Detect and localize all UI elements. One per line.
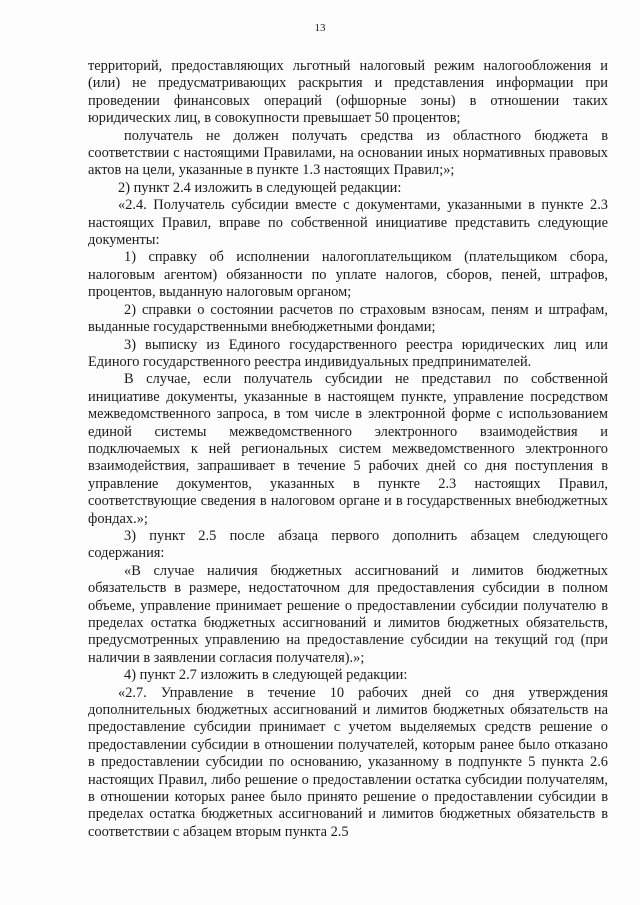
- paragraph: 2) пункт 2.4 изложить в следующей редакции:: [118, 179, 402, 196]
- paragraph: «2.4. Получатель субсидии вместе с документами, указанными в пункте 2.3 настоящих Правил, вправе по собственной инициативе представить следующие документы:: [88, 197, 608, 249]
- paragraph: «2.7. Управление в течение 10 рабочих дней со дня утверждения дополнительных бюджетных ассигнований и лимитов бюджетных обязательств на предоставление субсидии принимает с учетом выделяемых средств решение о предоставлении субсидии в отношении получателей, которым ранее было отказано в предоставлении субсидии по основанию, указанному в подпункте 5 пункта 2.6 настоящих Правил, либо решение о предоставлении остатка субсидии получателям, в отношении которых ранее было принято решение о предоставлении субсидии в пределах остатка бюджетных ассигнований и лимитов бюджетных обязательств в соответствии с абзацем вторым пункта 2.5: [88, 684, 608, 840]
- paragraph: получатель не должен получать средства из областного бюджета в соответствии с настоящими Правилами, на основании иных нормативных правовых актов на цели, указанные в пункте 1.3 настоящих Правил;»;: [88, 127, 608, 179]
- document-body: [88, 58, 608, 841]
- paragraph: 1) справку об исполнении налогоплательщиком (плательщиком сбора, налоговым агентом) обязанности по уплате налогов, сборов, пеней, штрафов, процентов, выданную налоговым органом;: [88, 249, 608, 301]
- paragraph: территорий, предоставляющих льготный налоговый режим налогообложения и (или) не предусматривающих раскрытия и представления информации при проведении финансовых операций (офшорные зоны) в отношении таких юридических лиц, в совокупности превышает 50 процентов;: [88, 58, 608, 127]
- paragraph: 3) выписку из Единого государственного реестра юридических лиц или Единого государственного реестра индивидуальных предпринимателей.: [88, 336, 608, 370]
- paragraph: 3) пункт 2.5 после абзаца первого дополнить абзацем следующего содержания:: [88, 527, 608, 562]
- page-number: 13: [314, 22, 326, 34]
- paragraph: 4) пункт 2.7 изложить в следующей редакции:: [124, 667, 408, 684]
- paragraph: 2) справки о состоянии расчетов по страховым взносам, пеням и штрафам, выданные государственными внебюджетными фондами;: [88, 301, 608, 336]
- paragraph: В случае, если получатель субсидии не представил по собственной инициативе документы, указанные в настоящем пункте, управление посредством межведомственного запроса, в том числе в электронной форме с использованием единой системы межведомственного электронного взаимодействия и подключаемых к ней региональных систем межведомственного электронного взаимодействия, запрашивает в течение 5 рабочих дней со дня поступления в управление документов, указанных в пункте 2.3 настоящих Правил, соответствующие сведения в налоговом органе и в государственных внебюджетных фондах.»;: [88, 371, 608, 527]
- paragraph: «В случае наличия бюджетных ассигнований и лимитов бюджетных обязательств в размере, недостаточном для предоставления субсидии в полном объеме, управление принимает решение о предоставлении субсидии получателю в пределах остатка бюджетных ассигнований и лимитов бюджетных обязательств, предусмотренных управлению на предоставление субсидии на текущий год (при наличии в заявлении согласия получателя).»;: [88, 562, 608, 666]
